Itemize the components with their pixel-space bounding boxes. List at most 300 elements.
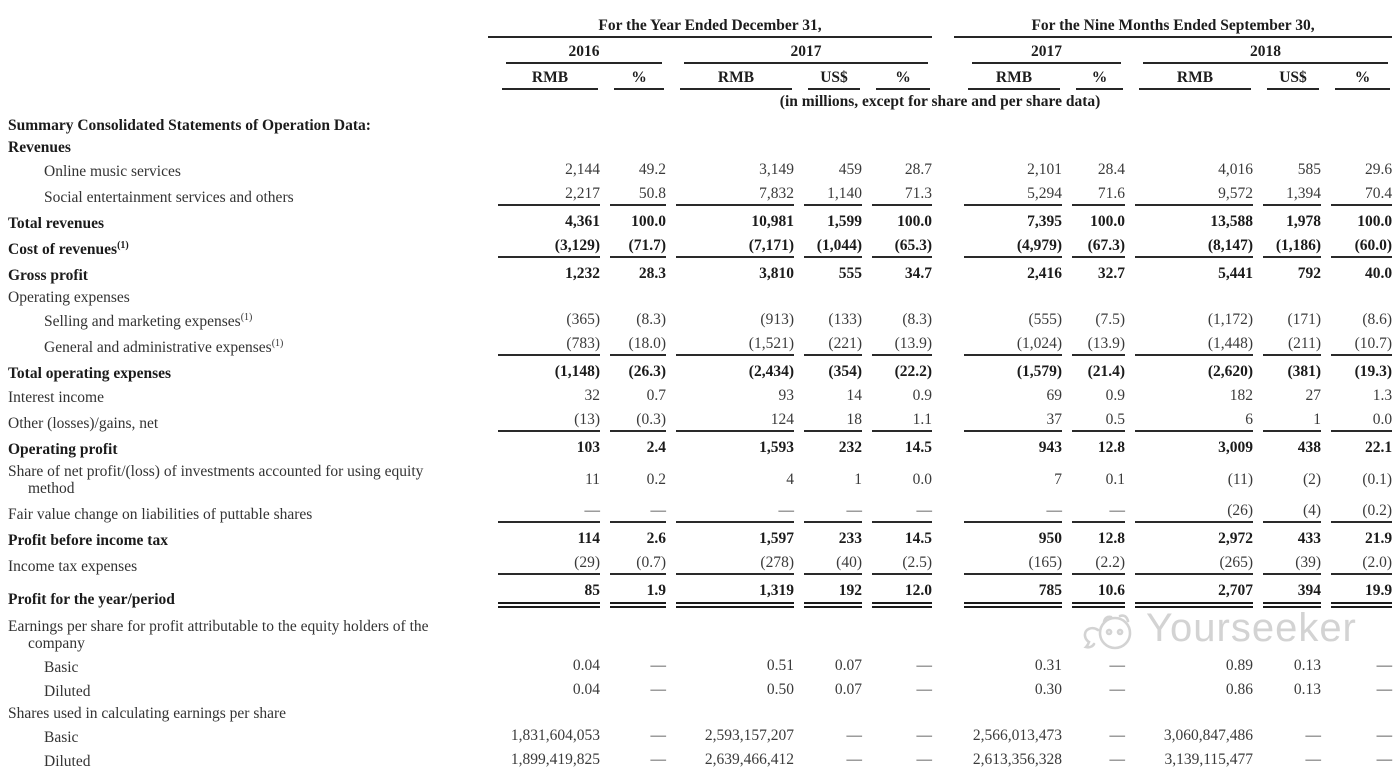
row-label: Profit before income tax [8, 532, 168, 549]
value-cell: 0.9 [1105, 387, 1126, 404]
value-cell: 4 [786, 470, 794, 488]
value-cell: 4,016 [1218, 161, 1254, 178]
table-row [0, 702, 1392, 724]
value-cell: 0.13 [1293, 681, 1322, 698]
value-cell: — [1376, 751, 1393, 768]
value-cell: (29) [488, 551, 600, 577]
column-gap [932, 234, 954, 260]
value-cell: — [1376, 657, 1393, 674]
value-cell: 100.0 [1357, 213, 1393, 230]
header-year-row [0, 40, 1392, 66]
row-label: Cost of revenues$^{(1)}$ [8, 239, 129, 258]
value-cell: 1.1 [862, 408, 932, 434]
value-cell: (26) [1125, 499, 1253, 525]
empty-cells [488, 610, 1392, 654]
value-cell: (0.3) [600, 408, 666, 434]
value-cell: (39) [1253, 551, 1321, 577]
value-cell: 2,566,013,473 [972, 727, 1063, 744]
value-cell: (365) [566, 311, 600, 328]
operation-data-table [0, 14, 1392, 772]
value-cell: (8.6) [1362, 311, 1393, 328]
value-cell: 28.7 [904, 161, 933, 178]
value-cell: 950 [1038, 530, 1063, 547]
value-cell: (1,148) [554, 363, 600, 380]
column-gap [932, 434, 954, 460]
value-cell: 182 [1229, 387, 1254, 404]
value-cell: 792 [1297, 265, 1322, 282]
value-cell: (2.0) [1321, 551, 1392, 577]
value-cell: 11 [585, 470, 600, 488]
value-cell: 1,593 [759, 439, 794, 456]
col-header-rmb-2016: RMB [488, 66, 600, 92]
col-header-rmb-2017: RMB [666, 66, 794, 92]
value-cell: — [862, 499, 932, 525]
value-cell: 12.8 [1097, 439, 1126, 456]
table-row [0, 332, 1392, 358]
col-header-rmb-9m2018: RMB [1125, 66, 1253, 92]
col-header-pct-9m2018: % [1321, 66, 1392, 92]
value-cell: — [650, 727, 666, 744]
value-cell: 943 [1038, 439, 1063, 456]
value-cell: 0.07 [834, 657, 862, 674]
value-cell: — [650, 751, 666, 768]
col-header-rmb-9m2017: RMB [954, 66, 1062, 92]
value-cell: (8,147) [1125, 234, 1253, 260]
table-row [0, 114, 1392, 136]
value-cell: 5,294 [954, 182, 1062, 208]
column-gap [932, 66, 954, 92]
value-cell: — [488, 499, 600, 525]
value-cell: — [846, 727, 862, 744]
value-cell: 71.6 [1062, 182, 1125, 208]
value-cell: (2,434) [748, 363, 794, 380]
column-gap [932, 358, 954, 384]
row-label: Online music services [44, 163, 181, 180]
value-cell: 103 [576, 439, 600, 456]
value-cell: 5,441 [1218, 265, 1254, 282]
value-cell: 2,101 [1027, 161, 1063, 178]
value-cell: (221) [794, 332, 862, 358]
value-cell: — [666, 499, 794, 525]
value-cell: — [1305, 727, 1322, 744]
table-row [0, 136, 1392, 158]
value-cell: 0.04 [572, 681, 600, 698]
column-gap [932, 208, 954, 234]
value-cell: (278) [666, 551, 794, 577]
value-cell: 2,416 [1027, 265, 1063, 282]
value-cell: 32.7 [1097, 265, 1126, 282]
value-cell: 2.6 [646, 530, 666, 547]
value-cell: (1,579) [1016, 363, 1063, 380]
units-note: (in millions, except for share and per share data) [779, 93, 1101, 110]
value-cell: 12.0 [862, 577, 932, 610]
row-label: General and administrative expenses$^{(1)}$ [44, 337, 284, 356]
value-cell: (4,979) [954, 234, 1062, 260]
table-row [0, 610, 1392, 654]
value-cell: (65.3) [862, 234, 932, 260]
value-cell: 18 [794, 408, 862, 434]
value-cell: 6 [1125, 408, 1253, 434]
value-cell: (265) [1125, 551, 1253, 577]
row-label: Fair value change on liabilities of puttable shares [8, 506, 313, 523]
table-row [0, 182, 1392, 208]
value-cell: 3,810 [759, 265, 794, 282]
table-row [0, 551, 1392, 577]
value-cell: (783) [488, 332, 600, 358]
value-cell: 34.7 [904, 265, 933, 282]
value-cell: 49.2 [638, 161, 666, 178]
row-label: Earnings per share for profit attributable to the equity holders of the company [8, 618, 429, 652]
value-cell: 1,899,419,825 [510, 751, 600, 768]
value-cell: (171) [1287, 311, 1322, 328]
table-row [0, 260, 1392, 286]
value-cell: 0.7 [646, 387, 666, 404]
column-gap [932, 748, 954, 772]
value-cell: 71.3 [862, 182, 932, 208]
column-gap [932, 158, 954, 182]
row-label: Interest income [8, 389, 104, 406]
table-row [0, 654, 1392, 678]
value-cell: — [1376, 727, 1393, 744]
row-label: Selling and marketing expenses$^{(1)}$ [44, 311, 253, 330]
table-row [0, 460, 1392, 499]
value-cell: 1,319 [666, 577, 794, 610]
col-header-pct-9m2017: % [1062, 66, 1125, 92]
row-label: Profit for the year/period [8, 591, 175, 608]
value-cell: (211) [1253, 332, 1321, 358]
column-gap [932, 678, 954, 702]
value-cell: — [846, 751, 862, 768]
table-row [0, 158, 1392, 182]
value-cell: 0.13 [1293, 657, 1322, 674]
header-note-row [0, 92, 1392, 114]
header-currency-row [0, 66, 1392, 92]
value-cell: 0.30 [1034, 681, 1063, 698]
value-cell: (18.0) [600, 332, 666, 358]
value-cell: — [916, 657, 933, 674]
value-cell: 438 [1297, 439, 1322, 456]
header-ninemonths-2018: 2018 [1125, 40, 1392, 66]
value-cell: 1,978 [1286, 213, 1322, 230]
row-label: Total operating expenses [8, 365, 172, 382]
value-cell: 28.3 [638, 265, 666, 282]
table-row [0, 525, 1392, 551]
value-cell: 3,149 [759, 161, 794, 178]
header-year-2016: 2016 [488, 40, 666, 66]
value-cell: (2.5) [862, 551, 932, 577]
value-cell: (133) [828, 311, 862, 328]
value-cell: 0.0 [1321, 408, 1392, 434]
value-cell: 100.0 [631, 213, 666, 230]
value-cell: 1,831,604,053 [510, 727, 600, 744]
value-cell: — [916, 681, 933, 698]
column-gap [932, 577, 954, 610]
table-row [0, 358, 1392, 384]
value-cell: (555) [1028, 311, 1063, 328]
header-spacer [0, 40, 488, 66]
row-label: Social entertainment services and others [44, 189, 294, 206]
column-gap [932, 499, 954, 525]
value-cell: 2,707 [1125, 577, 1253, 610]
value-cell: 585 [1297, 161, 1322, 178]
value-cell: 10,981 [751, 213, 794, 230]
value-cell: 1.3 [1372, 387, 1393, 404]
value-cell: 1.9 [600, 577, 666, 610]
value-cell: (26.3) [628, 363, 666, 380]
column-gap [932, 408, 954, 434]
value-cell: 70.4 [1321, 182, 1392, 208]
value-cell: (2.2) [1062, 551, 1125, 577]
value-cell: 124 [666, 408, 794, 434]
row-label: Total revenues [8, 215, 105, 232]
table-row [0, 208, 1392, 234]
empty-cells [488, 114, 1392, 136]
value-cell: — [794, 499, 862, 525]
value-cell: (2,620) [1207, 363, 1254, 380]
value-cell: 1 [1253, 408, 1321, 434]
value-cell: 21.9 [1364, 530, 1393, 547]
value-cell: 27 [1305, 387, 1322, 404]
column-gap [932, 551, 954, 577]
header-spacer [0, 14, 488, 40]
row-label: Summary Consolidated Statements of Operation Data: [8, 117, 371, 134]
header-spacer [0, 92, 488, 114]
col-header-pct-2016: % [600, 66, 666, 92]
empty-cells [488, 286, 1392, 308]
value-cell: 50.8 [600, 182, 666, 208]
col-header-usd-9m2018: US$ [1253, 66, 1321, 92]
value-cell: (40) [794, 551, 862, 577]
value-cell: 7,395 [1027, 213, 1063, 230]
header-ninemonths-2017: 2017 [954, 40, 1125, 66]
value-cell: 0.07 [834, 681, 862, 698]
value-cell: 37 [954, 408, 1062, 434]
value-cell: 1,597 [759, 530, 794, 547]
header-group-year-ended: For the Year Ended December 31, [488, 14, 932, 40]
value-cell: 22.1 [1364, 439, 1393, 456]
value-cell: (913) [760, 311, 794, 328]
value-cell: 19.9 [1321, 577, 1392, 610]
column-gap [932, 525, 954, 551]
watermark-text: Yourseeker [1146, 606, 1357, 650]
value-cell: 2,217 [488, 182, 600, 208]
row-label: Other (losses)/gains, net [8, 415, 159, 432]
value-cell: 1,232 [565, 265, 600, 282]
table-row [0, 384, 1392, 408]
value-cell: 29.6 [1364, 161, 1393, 178]
value-cell: 0.9 [912, 387, 933, 404]
value-cell: 0.2 [646, 470, 666, 488]
value-cell: 28.4 [1097, 161, 1126, 178]
value-cell: 1,140 [794, 182, 862, 208]
column-gap [932, 654, 954, 678]
value-cell: 100.0 [1090, 213, 1126, 230]
value-cell: 32 [584, 387, 600, 404]
value-cell: 394 [1253, 577, 1321, 610]
value-cell: 2,593,157,207 [704, 727, 794, 744]
empty-cells [488, 702, 1392, 724]
value-cell: (71.7) [600, 234, 666, 260]
value-cell: 40.0 [1364, 265, 1393, 282]
value-cell: 232 [838, 439, 862, 456]
value-cell: 0.86 [1225, 681, 1254, 698]
row-label: Shares used in calculating earnings per share [8, 705, 287, 722]
value-cell: (1,044) [794, 234, 862, 260]
value-cell: (13.9) [862, 332, 932, 358]
value-cell: 85 [488, 577, 600, 610]
header-group-nine-months: For the Nine Months Ended September 30, [954, 14, 1392, 40]
value-cell: — [1376, 681, 1393, 698]
col-header-usd-2017: US$ [794, 66, 862, 92]
table-row [0, 499, 1392, 525]
row-label: Basic [44, 659, 79, 676]
header-year-2017: 2017 [666, 40, 932, 66]
value-cell: 100.0 [897, 213, 933, 230]
header-spacer [0, 66, 488, 92]
row-label: Diluted [44, 753, 91, 770]
row-label: Share of net profit/(loss) of investments accounted for using equity method [8, 463, 424, 497]
value-cell: 93 [778, 387, 794, 404]
value-cell: 0.51 [766, 657, 794, 674]
column-gap [932, 724, 954, 748]
column-gap [932, 332, 954, 358]
value-cell: 192 [794, 577, 862, 610]
column-gap [932, 14, 954, 40]
value-cell: (381) [1287, 363, 1322, 380]
value-cell: (0.1) [1362, 470, 1393, 488]
empty-cells [488, 136, 1392, 158]
value-cell: (1,521) [666, 332, 794, 358]
value-cell: 0.31 [1034, 657, 1063, 674]
value-cell: 7,832 [666, 182, 794, 208]
value-cell: 0.0 [912, 470, 933, 488]
value-cell: 13,588 [1210, 213, 1254, 230]
table-row [0, 577, 1392, 610]
value-cell: — [1109, 751, 1126, 768]
value-cell: 12.8 [1097, 530, 1126, 547]
value-cell: — [600, 499, 666, 525]
value-cell: — [954, 499, 1062, 525]
column-gap [932, 182, 954, 208]
value-cell: (21.4) [1087, 363, 1126, 380]
value-cell: 459 [838, 161, 862, 178]
value-cell: — [916, 727, 933, 744]
value-cell: 7 [1054, 470, 1063, 488]
value-cell: 3,139,115,477 [1164, 751, 1254, 768]
value-cell: 0.89 [1225, 657, 1254, 674]
value-cell: 3,060,847,486 [1163, 727, 1254, 744]
value-cell: (1,448) [1125, 332, 1253, 358]
column-gap [932, 384, 954, 408]
value-cell: — [650, 657, 666, 674]
value-cell: 1,394 [1253, 182, 1321, 208]
value-cell: — [1305, 751, 1322, 768]
value-cell: 2,613,356,328 [972, 751, 1063, 768]
value-cell: (0.7) [600, 551, 666, 577]
table-row [0, 408, 1392, 434]
table-row [0, 234, 1392, 260]
value-cell: (10.7) [1321, 332, 1392, 358]
row-label: Operating profit [8, 441, 118, 458]
table-row [0, 308, 1392, 332]
column-gap [932, 260, 954, 286]
value-cell: 2,144 [565, 161, 600, 178]
value-cell: — [1062, 499, 1125, 525]
value-cell: — [916, 751, 933, 768]
value-cell: — [1109, 681, 1126, 698]
value-cell: (67.3) [1062, 234, 1125, 260]
value-cell: 0.50 [766, 681, 794, 698]
value-cell: (1,024) [954, 332, 1062, 358]
table-row [0, 286, 1392, 308]
value-cell: (8.3) [636, 311, 666, 328]
table-row [0, 724, 1392, 748]
value-cell: (165) [954, 551, 1062, 577]
value-cell: (7.5) [1095, 311, 1126, 328]
value-cell: 4,361 [565, 213, 600, 230]
table-row [0, 678, 1392, 702]
value-cell: (60.0) [1321, 234, 1392, 260]
value-cell: — [1109, 727, 1126, 744]
value-cell: (2) [1302, 470, 1322, 488]
value-cell: — [1109, 657, 1126, 674]
value-cell: (3,129) [488, 234, 600, 260]
value-cell: 555 [838, 265, 862, 282]
value-cell: 433 [1297, 530, 1322, 547]
table-row [0, 434, 1392, 460]
value-cell: 1 [854, 470, 862, 488]
value-cell: 2,639,466,412 [704, 751, 794, 768]
value-cell: 14.5 [904, 530, 933, 547]
value-cell: 114 [577, 530, 600, 547]
row-label: Revenues [8, 139, 71, 156]
value-cell: (1,186) [1253, 234, 1321, 260]
value-cell: 9,572 [1125, 182, 1253, 208]
value-cell: 0.04 [572, 657, 600, 674]
value-cell: (0.2) [1321, 499, 1392, 525]
value-cell: (8.3) [902, 311, 933, 328]
value-cell: (11) [1227, 470, 1254, 488]
value-cell: 0.5 [1062, 408, 1125, 434]
header-group-row [0, 14, 1392, 40]
row-label: Income tax expenses [8, 558, 138, 575]
value-cell: 69 [1046, 387, 1063, 404]
column-gap [932, 40, 954, 66]
value-cell: (1,172) [1207, 311, 1254, 328]
value-cell: 10.6 [1062, 577, 1125, 610]
value-cell: (13) [488, 408, 600, 434]
value-cell: 14.5 [904, 439, 933, 456]
row-label: Gross profit [8, 267, 88, 284]
row-label: Diluted [44, 683, 91, 700]
column-gap [932, 308, 954, 332]
col-header-pct-2017: % [862, 66, 932, 92]
value-cell: 2,972 [1218, 530, 1254, 547]
value-cell: 3,009 [1218, 439, 1254, 456]
value-cell: 2.4 [646, 439, 666, 456]
row-label: Basic [44, 729, 79, 746]
value-cell: (7,171) [666, 234, 794, 260]
value-cell: (19.3) [1354, 363, 1393, 380]
value-cell: — [650, 681, 666, 698]
value-cell: (13.9) [1062, 332, 1125, 358]
value-cell: 233 [838, 530, 862, 547]
value-cell: 1,599 [827, 213, 862, 230]
value-cell: (22.2) [894, 363, 933, 380]
table-row [0, 748, 1392, 772]
column-gap [932, 460, 954, 499]
table-body [0, 114, 1392, 772]
